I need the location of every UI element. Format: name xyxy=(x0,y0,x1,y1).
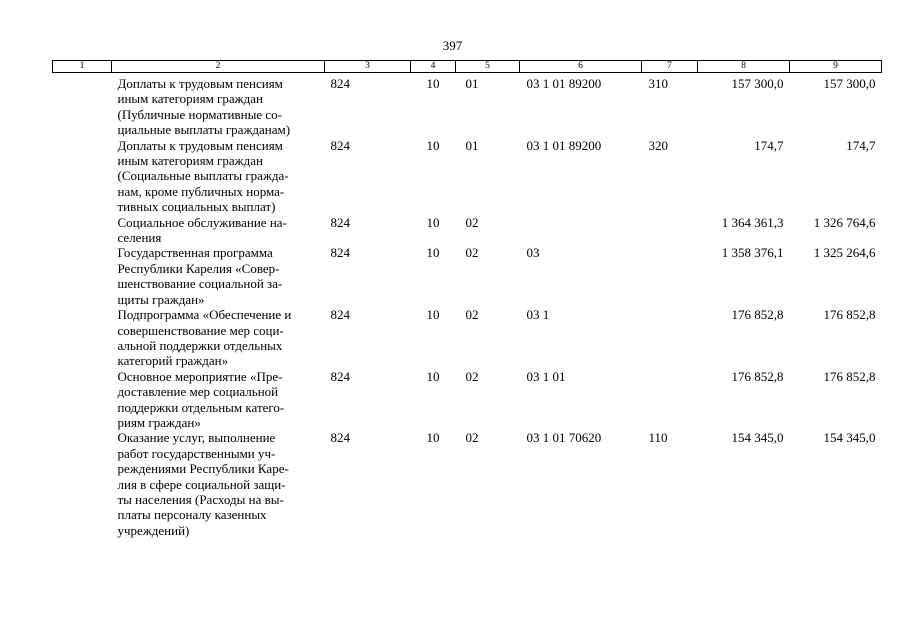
table-row xyxy=(53,430,882,538)
expense-name-line: реждениями Республики Каре- xyxy=(117,461,289,477)
amount-year-2-cell: 174,7 xyxy=(846,137,876,153)
expense-name-cell xyxy=(112,215,325,246)
expense-name-line: нам, кроме публичных норма- xyxy=(117,183,285,199)
target-article-cell: 03 1 xyxy=(526,307,550,323)
target-article-cell: 03 xyxy=(526,245,540,261)
expense-name-line: тивных социальных выплат) xyxy=(117,199,276,215)
subsection-code-cell: 02 xyxy=(465,430,479,446)
amount-year-2-cell: 154 345,0 xyxy=(823,430,876,446)
expense-name-line: категорий граждан» xyxy=(117,353,229,369)
table-row xyxy=(53,138,882,215)
expense-name-line: Республики Карелия «Совер- xyxy=(117,260,280,276)
expense-name-line: циальные выплаты гражданам) xyxy=(117,122,291,138)
expense-name-line: работ государственными уч- xyxy=(117,445,276,461)
column-number-6: 6 xyxy=(520,61,642,73)
subsection-code-cell: 02 xyxy=(465,368,479,384)
expense-name-cell xyxy=(112,430,325,538)
table-row xyxy=(53,245,882,307)
subsection-code-cell: 02 xyxy=(465,214,479,230)
expense-type-cell xyxy=(642,369,698,431)
table-body xyxy=(53,73,882,539)
subsection-code-cell: 02 xyxy=(465,307,479,323)
expense-name-line: ты населения (Расходы на вы- xyxy=(117,491,284,507)
section-code-cell: 10 xyxy=(426,307,440,323)
expense-type-cell: 110 xyxy=(648,430,668,446)
section-code-cell: 10 xyxy=(426,137,440,153)
column-number-7: 7 xyxy=(642,61,698,73)
column-number-header xyxy=(53,61,882,73)
page-number: 397 xyxy=(442,38,463,53)
expense-name-line: щиты граждан» xyxy=(117,291,205,307)
expense-name-line: иным категориям граждан xyxy=(117,91,263,107)
expense-name-line: платы персоналу казенных xyxy=(117,507,267,523)
target-article-cell: 03 1 01 xyxy=(526,368,566,384)
amount-year-1-cell: 1 364 361,3 xyxy=(721,214,784,230)
expense-name-line: доставление мер социальной xyxy=(117,384,279,400)
subsection-code-cell: 02 xyxy=(465,245,479,261)
expense-type-cell xyxy=(642,215,698,246)
table-row xyxy=(53,369,882,431)
section-code-cell: 10 xyxy=(426,214,440,230)
subsection-code-cell: 01 xyxy=(465,137,479,153)
column-number-9: 9 xyxy=(790,61,882,73)
amount-year-2-cell: 1 325 264,6 xyxy=(813,245,876,261)
section-code-cell: 10 xyxy=(426,245,440,261)
empty-cell xyxy=(53,245,112,307)
amount-year-1-cell: 176 852,8 xyxy=(731,368,784,384)
expense-type-cell: 320 xyxy=(648,137,668,153)
column-number-2: 2 xyxy=(112,61,325,73)
amount-year-1-cell: 1 358 376,1 xyxy=(721,245,784,261)
empty-cell xyxy=(53,369,112,431)
section-code-cell: 10 xyxy=(426,76,440,91)
amount-year-2-cell: 176 852,8 xyxy=(823,307,876,323)
table-row xyxy=(53,73,882,138)
column-number-5: 5 xyxy=(456,61,520,73)
expense-name-line: поддержки отдельным катего- xyxy=(117,399,285,415)
subsection-code-cell: 01 xyxy=(465,76,479,91)
ministry-code-cell: 824 xyxy=(330,307,350,323)
target-article-cell xyxy=(520,215,642,246)
amount-year-1-cell: 154 345,0 xyxy=(731,430,784,446)
column-number-8: 8 xyxy=(698,61,790,73)
expense-name-cell xyxy=(112,73,325,138)
section-code-cell: 10 xyxy=(426,430,440,446)
expense-name-line: Доплаты к трудовым пенсиям xyxy=(117,76,283,91)
expense-type-cell xyxy=(642,245,698,307)
expense-name-line: риям граждан» xyxy=(117,414,201,430)
expense-name-line: шенствование социальной за- xyxy=(117,276,283,292)
amount-year-1-cell: 176 852,8 xyxy=(731,307,784,323)
column-number-4: 4 xyxy=(411,61,456,73)
amount-year-2-cell: 157 300,0 xyxy=(823,76,876,91)
expense-name-line: учреждений) xyxy=(117,522,190,538)
table-row xyxy=(53,215,882,246)
ministry-code-cell: 824 xyxy=(330,137,350,153)
target-article-cell: 03 1 01 70620 xyxy=(526,430,602,446)
target-article-cell: 03 1 01 89200 xyxy=(526,76,602,91)
expense-name-line: Доплаты к трудовым пенсиям xyxy=(117,137,283,153)
expense-type-cell: 310 xyxy=(648,76,668,91)
section-code-cell: 10 xyxy=(426,368,440,384)
empty-cell xyxy=(53,73,112,138)
expense-name-line: Основное мероприятие «Пре- xyxy=(117,368,283,384)
ministry-code-cell: 824 xyxy=(330,245,350,261)
table-row xyxy=(53,307,882,369)
amount-year-2-cell: 1 326 764,6 xyxy=(813,214,876,230)
expense-name-line: Подпрограмма «Обеспечение и xyxy=(117,307,292,323)
expense-name-line: Оказание услуг, выполнение xyxy=(117,430,276,446)
expense-name-cell xyxy=(112,245,325,307)
empty-cell xyxy=(53,307,112,369)
expense-type-cell xyxy=(642,307,698,369)
expense-name-line: (Публичные нормативные со- xyxy=(117,106,282,122)
expense-name-line: Государственная программа xyxy=(117,245,273,261)
expense-name-line: совершенствование мер соци- xyxy=(117,322,284,338)
expense-name-line: (Социальные выплаты гражда- xyxy=(117,168,289,184)
expense-name-line: иным категориям граждан xyxy=(117,153,263,169)
ministry-code-cell: 824 xyxy=(330,214,350,230)
ministry-code-cell: 824 xyxy=(330,76,350,91)
target-article-cell: 03 1 01 89200 xyxy=(526,137,602,153)
expense-name-cell xyxy=(112,369,325,431)
column-number-3: 3 xyxy=(325,61,411,73)
expense-name-line: Социальное обслуживание на- xyxy=(117,214,287,230)
empty-cell xyxy=(53,215,112,246)
expense-name-cell xyxy=(112,138,325,215)
expense-name-cell xyxy=(112,307,325,369)
amount-year-1-cell: 157 300,0 xyxy=(731,76,784,91)
ministry-code-cell: 824 xyxy=(330,368,350,384)
amount-year-1-cell: 174,7 xyxy=(754,137,784,153)
amount-year-2-cell: 176 852,8 xyxy=(823,368,876,384)
empty-cell xyxy=(53,138,112,215)
ministry-code-cell: 824 xyxy=(330,430,350,446)
expense-name-line: лия в сфере социальной защи- xyxy=(117,476,286,492)
empty-cell xyxy=(53,430,112,538)
column-number-1: 1 xyxy=(53,61,112,73)
expense-name-line: альной поддержки отдельных xyxy=(117,337,283,353)
budget-table xyxy=(52,60,882,538)
expense-name-line: селения xyxy=(117,230,162,246)
